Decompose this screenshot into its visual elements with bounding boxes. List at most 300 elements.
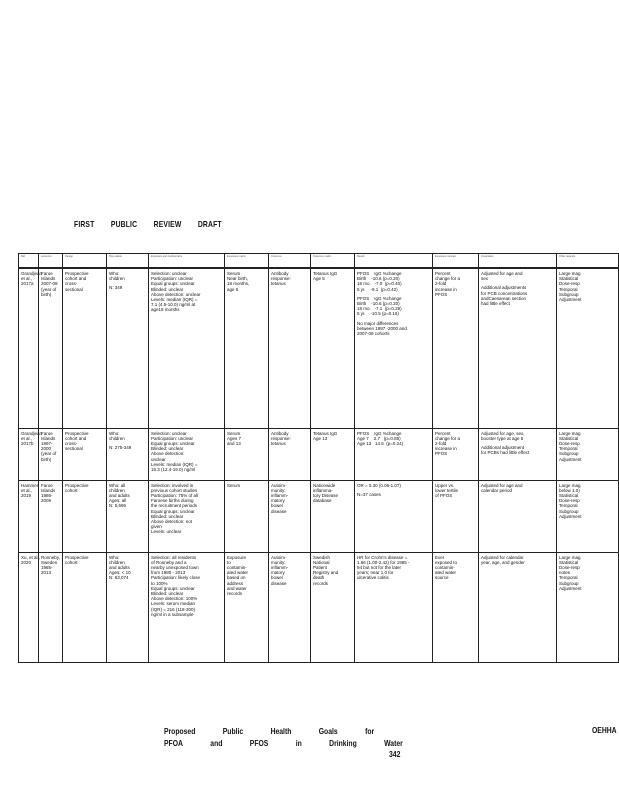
cell-line: Percent xyxy=(435,430,451,436)
cell-line: 2017b xyxy=(21,440,34,446)
table-cell-outcome-matrix xyxy=(311,428,355,480)
cell-line: PFOS IgG %change xyxy=(357,430,402,436)
cell-line: Patient xyxy=(313,564,328,570)
cell-line: records xyxy=(313,580,329,586)
cell-line: Participation: 75% of all xyxy=(151,492,199,498)
cell-line: Dose-resp xyxy=(559,498,580,504)
cell-line: 94 but not for the later xyxy=(357,564,402,570)
table-cell-design xyxy=(63,552,107,662)
cell-line: Selection: all residents xyxy=(151,554,197,560)
table-header-cell: Outcome matrix xyxy=(311,254,355,269)
cell-line: Adjustment xyxy=(559,585,582,591)
table-cell-selection xyxy=(149,428,225,480)
cell-line: Birth -10.6 (p=0.20) xyxy=(357,301,400,307)
cell-line: No major differences xyxy=(357,320,399,326)
cell-line: Large mag xyxy=(559,271,581,276)
cell-line: Ages: < 10 xyxy=(109,570,131,576)
table-row xyxy=(19,268,619,428)
table-cell-covariates xyxy=(479,480,557,552)
table-cell-other xyxy=(557,268,619,428)
cell-line: below 1.0) xyxy=(559,487,580,493)
cell-line: change for a xyxy=(435,276,461,282)
cell-line: cohort and xyxy=(65,435,87,441)
footer-line-1 xyxy=(164,726,428,738)
table-header-cell: Outcome xyxy=(269,254,311,269)
cell-line: Swedish xyxy=(313,554,331,560)
cell-line: Age 5 xyxy=(313,276,325,282)
cell-line: Participation: likely close xyxy=(151,575,201,581)
table-cell-exposure xyxy=(225,552,269,662)
cell-line: lower tertile xyxy=(435,487,459,493)
cell-line: 2013 xyxy=(41,570,52,576)
cell-line: Equal groups: unclear xyxy=(151,508,195,514)
cell-line: Blinded: unclear xyxy=(151,590,184,596)
cell-line: Statistical xyxy=(559,559,579,565)
table-cell-outcome-matrix xyxy=(311,552,355,662)
cell-line: (year of xyxy=(41,451,57,457)
cell-line: Adjustment xyxy=(559,297,582,303)
table-cell-result xyxy=(355,268,433,428)
cell-line: 2000 xyxy=(41,446,52,452)
draft-word-4: DRAFT xyxy=(197,219,222,229)
cell-line: and adults xyxy=(109,564,130,570)
cell-line: disease xyxy=(271,580,287,586)
footer-word: for xyxy=(365,727,375,736)
cell-line: Near birth, xyxy=(227,276,249,282)
table-cell-result xyxy=(355,428,433,480)
footer-word: in xyxy=(295,739,302,748)
cell-line: unclear xyxy=(151,456,166,462)
cell-line: from 1980 - 2013 xyxy=(151,570,186,576)
cell-line: 7.1 (4.5-10.0) ng/ml at xyxy=(151,302,196,308)
cell-line: Adjustment xyxy=(559,456,582,462)
cell-line: and 13 xyxy=(227,440,241,446)
table-cell-location xyxy=(39,480,63,552)
cell-line: Participation: unclear xyxy=(151,276,194,282)
cell-line: Levels: serum median xyxy=(151,601,196,607)
cell-line: inflamma- xyxy=(313,487,333,493)
table-cell-outcome-matrix xyxy=(311,268,355,428)
cell-line: N: 275-349 xyxy=(109,444,132,450)
cell-line: Who: xyxy=(109,430,120,436)
cell-line: et al., xyxy=(21,435,33,441)
table-cell-outcome xyxy=(269,480,311,552)
agency-name: OEHHA xyxy=(592,726,617,735)
table-cell-covariates xyxy=(479,268,557,428)
cell-line: for PCBs had little effect xyxy=(481,450,530,456)
cell-line: had little effect xyxy=(481,301,510,307)
draft-banner xyxy=(74,219,236,229)
cell-line: Temporal xyxy=(559,575,578,581)
cell-line: tory Disease xyxy=(313,492,339,498)
cell-line: Who: xyxy=(109,271,120,276)
cell-line: Islands xyxy=(41,435,56,441)
cell-line: Exposure xyxy=(227,554,247,560)
footer-word: Public xyxy=(222,727,244,736)
footer-word: PFOS xyxy=(249,739,269,748)
cell-line: children xyxy=(109,487,125,493)
cell-line: 18 months, xyxy=(227,281,250,287)
cell-line: N: 63,074 xyxy=(109,575,129,581)
cell-line: et al., xyxy=(21,276,33,282)
cell-line: for PCB concentrations xyxy=(481,290,528,296)
cell-line: based on xyxy=(227,575,246,581)
cell-line: Age 7 2.7 (p=0.85) xyxy=(357,435,401,441)
cell-line: years; near 1.0 for xyxy=(357,570,394,576)
cell-line: 1985- xyxy=(41,564,53,570)
cell-line: Adjusted for age and xyxy=(481,482,523,488)
cell-line: Temporal xyxy=(559,286,578,292)
cell-line: (IQR) = 216 (118-300) xyxy=(151,606,196,612)
table-row xyxy=(19,428,619,480)
evidence-table xyxy=(18,253,619,663)
draft-word-3: REVIEW xyxy=(153,219,182,229)
cell-line: Statistical xyxy=(559,435,579,441)
cell-line: birth) xyxy=(41,456,52,462)
cell-line: children xyxy=(109,559,125,565)
cell-line: contamin- xyxy=(435,564,455,570)
table-header-cell: Exposure matrix xyxy=(225,254,269,269)
table-cell-exposure xyxy=(225,268,269,428)
cell-line: birth) xyxy=(41,291,52,297)
cell-line: Additional adjustment xyxy=(481,444,525,450)
cell-line: cross- xyxy=(65,281,78,287)
cell-line: cohort xyxy=(65,487,78,493)
table-cell-ref xyxy=(19,428,43,480)
table-cell-outcome xyxy=(269,268,311,428)
cell-line: age 5 xyxy=(227,286,239,292)
cell-line: Age 13 xyxy=(313,435,328,441)
cell-line: 2019 xyxy=(21,492,32,498)
cell-line: Subgroup xyxy=(559,451,579,457)
table-cell-covariates xyxy=(479,552,557,662)
cell-line: Sweden xyxy=(41,559,58,565)
cell-line: 2007-09 xyxy=(41,281,58,287)
cell-line: booster type at age 5 xyxy=(481,435,524,441)
cell-line: between 1997 -2000 and xyxy=(357,325,407,331)
footer-word: Health xyxy=(270,727,292,736)
cell-line: 5 yr. -10.5 (p=0.16) xyxy=(357,311,399,317)
cell-line: Dose-resp xyxy=(559,440,580,446)
cell-line: and adults xyxy=(109,492,130,498)
cell-line: Serum xyxy=(227,482,241,488)
cell-line: Statistical xyxy=(559,276,579,282)
cell-line: increase in xyxy=(435,446,457,452)
table-cell-contrast xyxy=(433,480,479,552)
cell-line: et al., xyxy=(21,487,33,493)
cell-line: Birth -10.6 (p=0.20) xyxy=(357,276,400,282)
footer-line-2 xyxy=(164,738,428,750)
cell-line: Age 13 14.6 (p=0.24) xyxy=(357,440,404,446)
cell-line: Blinded: unclear xyxy=(151,286,184,292)
cell-line: Temporal xyxy=(559,503,578,509)
cell-line: change for a xyxy=(435,435,461,441)
cell-line: bowel xyxy=(271,575,283,581)
cell-line: bowel xyxy=(271,503,283,509)
table-cell-exposure xyxy=(225,428,269,480)
footer-word: and xyxy=(210,739,223,748)
cell-line: Faroese births during xyxy=(151,498,194,504)
cell-line: contamin- xyxy=(227,564,247,570)
cell-line: N=37 cases xyxy=(357,491,381,497)
cell-line: 15.3 (12.4-19.0) ng/ml xyxy=(151,466,196,472)
cell-line: HR for Crohn's disease = xyxy=(357,554,408,560)
table-cell-population xyxy=(107,268,149,428)
table-cell-population xyxy=(107,480,149,552)
cell-line: Hammer xyxy=(21,482,39,488)
cell-line: age18 months xyxy=(151,307,180,313)
table-cell-contrast xyxy=(433,268,479,428)
table-cell-population xyxy=(107,552,149,662)
cell-line: Subgroup xyxy=(559,291,579,297)
cell-line: Faroe xyxy=(41,430,53,436)
table-header-cell: Loca-tion xyxy=(39,254,63,269)
cell-line: PFOS IgG %change xyxy=(357,295,402,301)
cell-line: sectional xyxy=(65,286,83,292)
cell-line: tetanus xyxy=(271,440,286,446)
cell-line: Dose-resp xyxy=(559,564,580,570)
cell-line: Selection: unclear xyxy=(151,271,187,276)
cell-line: Faroe xyxy=(41,271,53,276)
cell-line: sectional xyxy=(65,446,83,452)
cell-line: matory xyxy=(271,570,285,576)
cell-line: Serum xyxy=(227,430,241,436)
cell-line: andCaesarean section xyxy=(481,295,527,301)
cell-line: children xyxy=(109,435,125,441)
table-cell-contrast xyxy=(433,552,479,662)
cell-line: Equal groups: unclear xyxy=(151,585,195,591)
cell-line: Adjusted for age and xyxy=(481,271,523,276)
cell-line: disease xyxy=(271,508,287,514)
table-cell-selection xyxy=(149,480,225,552)
cell-line: 5 yr. -9.1 (p=0.42) xyxy=(357,286,398,292)
cell-line: calendar period xyxy=(481,487,513,493)
cell-line: PFOS IgG %change xyxy=(357,271,402,276)
cell-line: exposed to xyxy=(435,559,458,565)
cell-line: cross- xyxy=(65,440,78,446)
cell-line: 2007-09 cohorts xyxy=(357,331,390,337)
cell-line: to 100% xyxy=(151,580,168,586)
cell-line: OR = 0.30 (0.06-1.07) xyxy=(357,482,401,488)
cell-line: increase in xyxy=(435,286,457,292)
cell-line: Prospective xyxy=(65,430,89,436)
cell-line: Upper vs. xyxy=(435,482,455,488)
table-cell-design xyxy=(63,480,107,552)
cell-line: Autoim- xyxy=(271,554,287,560)
cell-line: Ever xyxy=(435,554,445,560)
cell-line: 2017a xyxy=(21,281,34,287)
cell-line: inflamm- xyxy=(271,564,289,570)
table-header-cell: Result xyxy=(355,254,433,269)
cell-line: Tetanus IgG xyxy=(313,430,338,436)
cell-line: previous cohort studies xyxy=(151,487,198,493)
cell-line: Prospective xyxy=(65,271,89,276)
cell-line: ulcerative colitis xyxy=(357,575,389,581)
cell-line: Levels: median (IQR) = xyxy=(151,297,198,303)
cell-line: death xyxy=(313,575,325,581)
cell-line: Adjusted for age, sex, xyxy=(481,430,525,436)
cell-line: Adjusted for calendar xyxy=(481,554,524,560)
cell-line: 1997- xyxy=(41,440,53,446)
cell-line: Above detection: not xyxy=(151,518,193,524)
table-header-cell: Pop-ulation xyxy=(107,254,149,269)
cell-line: Islands xyxy=(41,487,56,493)
cell-line: Large mag xyxy=(559,430,581,436)
cell-line: matory xyxy=(271,498,285,504)
cell-line: Grandjean xyxy=(21,430,43,436)
cell-line: inflamm- xyxy=(271,492,289,498)
cell-line: records xyxy=(227,590,243,596)
cell-line: Large mag xyxy=(559,482,581,488)
cell-line: PFOS xyxy=(435,291,448,297)
cell-line: Faroe xyxy=(41,482,53,488)
table-cell-result xyxy=(355,480,433,552)
table-header-cell: Covariates xyxy=(479,254,557,269)
cell-line: Additional adjustments xyxy=(481,285,527,291)
cell-line: 18 mo. -7.0 (p=0.40) xyxy=(357,281,402,287)
cell-line: address xyxy=(227,580,244,586)
table-cell-location xyxy=(39,428,63,480)
cell-line: Participation: unclear xyxy=(151,435,194,441)
table-cell-other xyxy=(557,480,619,552)
table-cell-ref xyxy=(19,480,39,552)
cell-line: Statistical xyxy=(559,492,579,498)
table-cell-selection xyxy=(149,268,225,428)
cell-line: Registry and xyxy=(313,570,339,576)
table-cell-outcome xyxy=(269,552,311,662)
cell-line: Xu, et al., xyxy=(21,554,41,560)
table-cell-contrast xyxy=(433,428,479,480)
cell-line: Who: all xyxy=(109,482,126,488)
table-cell-location xyxy=(39,268,63,428)
cell-line: Equal groups: unclear xyxy=(151,281,195,287)
cell-line: the recruitment periods xyxy=(151,503,198,509)
footer-word: PFOA xyxy=(164,739,183,748)
cell-line: year, age, and gender xyxy=(481,559,525,565)
cell-line: munity: xyxy=(271,487,286,493)
cell-line: Who: xyxy=(109,554,120,560)
cell-line: tetanus xyxy=(271,281,286,287)
table-cell-exposure xyxy=(225,480,269,552)
table-header-row xyxy=(19,254,619,269)
cell-line: nearby unexposed town xyxy=(151,564,199,570)
cell-line: database xyxy=(313,498,332,504)
table-cell-covariates xyxy=(479,428,557,480)
table-row xyxy=(19,552,619,662)
cell-line: Antibody xyxy=(271,430,289,436)
cell-line: National xyxy=(313,559,330,565)
cell-line: Subgroup xyxy=(559,508,579,514)
cell-line: Equal groups: unclear xyxy=(151,440,195,446)
cell-line: ng/ml in a subsample xyxy=(151,611,194,617)
table-header-cell: Other aspects xyxy=(557,254,619,269)
page-number: 342 xyxy=(389,750,401,759)
table-cell-outcome xyxy=(269,428,311,480)
cell-line: Above detection: unclear xyxy=(151,291,201,297)
cell-line: munity: xyxy=(271,559,286,565)
table-cell-ref xyxy=(19,552,39,662)
cell-line: 2-fold xyxy=(435,281,447,287)
table-cell-ref xyxy=(19,268,43,428)
cell-line: Prospective xyxy=(65,554,89,560)
cell-line: Large mag xyxy=(559,554,581,560)
cell-line: source xyxy=(435,575,449,581)
cell-line: to xyxy=(227,559,231,565)
cell-line: Selection: involved in xyxy=(151,482,194,488)
cell-line: cohort and xyxy=(65,276,87,282)
table-cell-outcome-matrix xyxy=(311,480,355,552)
draft-word-2: PUBLIC xyxy=(110,219,138,229)
cell-line: Blinded: unclear xyxy=(151,446,184,452)
cell-line: Temporal xyxy=(559,446,578,452)
cell-line: response: xyxy=(271,435,291,441)
cell-line: 1.66 (1.00-2.42) for 1985 - xyxy=(357,559,410,565)
footer-word: Goals xyxy=(318,727,338,736)
cell-line: 1986- xyxy=(41,492,53,498)
footer-word: Drinking xyxy=(329,739,357,748)
cell-line: Percent xyxy=(435,271,451,276)
cell-line: children xyxy=(109,276,125,282)
cell-line: Antibody xyxy=(271,271,289,276)
cell-line: Selection: unclear xyxy=(151,430,187,436)
cell-line: Ronneby, xyxy=(41,554,60,560)
cell-line: 2020 xyxy=(21,559,32,565)
footer-word: Proposed xyxy=(164,727,196,736)
cell-line: Blinded: unclear xyxy=(151,513,184,519)
cell-line: of Ronneby and a xyxy=(151,559,187,565)
cell-line: notes xyxy=(559,570,571,576)
cell-line: Serum xyxy=(227,271,241,276)
cell-line: given xyxy=(151,524,162,530)
cell-line: Tetanus IgG xyxy=(313,271,338,276)
cell-line: cohort xyxy=(65,559,78,565)
cell-line: PFOS xyxy=(435,451,448,457)
cell-line: Autoim- xyxy=(271,482,287,488)
cell-line: ated water xyxy=(435,570,457,576)
cell-line: Levels: unclear xyxy=(151,529,182,535)
table-header-cell: Ref xyxy=(19,254,39,269)
cell-line: Levels: median (IQR) = xyxy=(151,461,198,467)
table-header-cell: Exposure contrast xyxy=(433,254,479,269)
cell-line: Dose-resp xyxy=(559,281,580,287)
cell-line: Ages 7 xyxy=(227,435,242,441)
cell-line: N: 5,696 xyxy=(109,503,127,509)
cell-line: Islands xyxy=(41,276,56,282)
cell-line: of PFOS xyxy=(435,492,453,498)
cell-line: and water xyxy=(227,585,247,591)
footer-word: Water xyxy=(384,739,403,748)
cell-line: sex xyxy=(481,276,489,282)
cell-line: ated water xyxy=(227,570,249,576)
table-cell-design xyxy=(63,268,107,428)
table-header-cell: Design xyxy=(63,254,107,269)
table-cell-design xyxy=(63,428,107,480)
cell-line: Prospective xyxy=(65,482,89,488)
cell-line: Subgroup xyxy=(559,580,579,586)
table-cell-result xyxy=(355,552,433,662)
cell-line: response: xyxy=(271,276,291,282)
cell-line: Ages: all xyxy=(109,498,127,504)
cell-line: 2009 xyxy=(41,498,52,504)
cell-line: Adjustment xyxy=(559,513,582,519)
cell-line: Above detection: xyxy=(151,451,185,457)
cell-line: 2-fold xyxy=(435,440,447,446)
table-cell-location xyxy=(39,552,63,662)
cell-line: N: 349 xyxy=(109,285,123,291)
footer-title xyxy=(164,726,428,750)
cell-line: 18 mo. -7.1 (p=0.29) xyxy=(357,306,402,312)
table-cell-other xyxy=(557,428,619,480)
